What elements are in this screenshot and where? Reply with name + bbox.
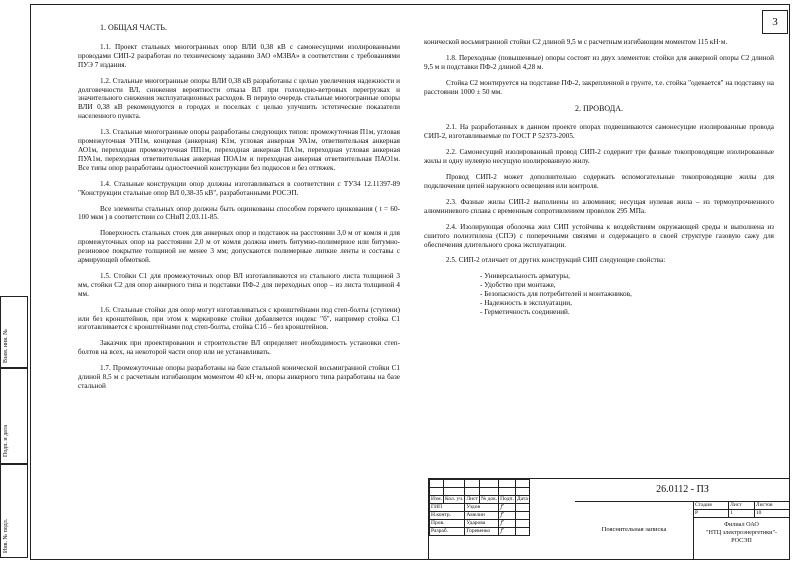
paragraph: 2.3. Фазные жилы СИП-2 выполнены из алюминия; несущая нулевая жила – из термоупрочненного алюминиевого сплава с временным сопротивлением проволок 295 МПа. bbox=[424, 197, 774, 215]
role-cell: ГИП bbox=[430, 504, 465, 512]
paragraph: Провод СИП-2 может дополнительно содержать вспомогательные токопроводящие жилы для подключения цепей наружного освещения или контроля. bbox=[424, 173, 774, 190]
document-code: 26.0112 - ПЗ bbox=[575, 479, 790, 502]
paragraph: 1.3. Стальные многогранные опоры разработаны следующих типов: промежуточная П1м, угловая промежуточная УП1м, концевая (анкерная) К1м, угловая анкерная УА1м, ответвительная анкерная АО1м, переходная промежуточная ПП1м, переходная анкерная ПА1м, переходная угловая анкерная ПУА1м, переходная ответвительная анкерная ПОА1м и переходная анкерная ответвительная ПАО1м. Все типы опор разработаны одностоечной конструкции без подкосов и без оттяжек. bbox=[78, 128, 400, 172]
list-item: - Надежность в эксплуатации, bbox=[480, 299, 572, 308]
list-item: - Безопасность для потребителей и монтажников, bbox=[480, 290, 632, 299]
paragraph: Поверхность стальных стоек для анкерных опор и подставок на расстоянии 3,0 м от комля и для промежуточных опор на расстоянии 2,0 м от комля должна иметь битумно-полимерное или битумно-резиновое покрытие толщиной не менее 3 мм; допускаются полимерные липкие ленты и составы с армирующей обмоткой. bbox=[78, 229, 400, 265]
left-column bbox=[78, 24, 400, 398]
paragraph: 2.4. Изолирующая оболочка жил СИП устойчива к воздействиям окружающей среды и выполнена из сшитого полиэтилена (СПЭ) с поперечными связями и содержащего в своей структуре газовую сажу для обеспечения длительного срока эксплуатации. bbox=[424, 222, 774, 249]
paragraph: 1.7. Промежуточные опоры разработаны на базе стальной конической восьмигранной стойки С1 длиной 8,5 м с расчетным изгибающим моментом 40 кН·м, опоры анкерного типа разработаны на базе стальной bbox=[78, 364, 400, 390]
original-inventory-label: Инв. № подл. bbox=[3, 518, 9, 553]
stage-block bbox=[693, 501, 790, 518]
org-line: "НТЦ электроэнергетики"- bbox=[705, 529, 778, 536]
paragraph: Заказчик при проектировании и строительстве ВЛ определяет необходимость установки степ-болтов на всех, на некоторой части опор или не устанавливать. bbox=[78, 339, 400, 357]
strip-cell bbox=[0, 296, 28, 368]
section-heading-general: 1. ОБЩАЯ ЧАСТЬ. bbox=[100, 23, 167, 32]
paragraph: 2.2. Самонесущий изолированный провод СИП-2 содержит три фазные токопроводящие изолированные жилы и одну нулевую несущую изолированную жилу. bbox=[424, 148, 774, 166]
name-cell: Горевенко bbox=[465, 528, 499, 536]
signature: ꝭ bbox=[499, 512, 516, 520]
paragraph: 2.1. На разработанных в данном проекте опорах подвешиваются самонесущие изолированные провода СИП-2, изготавливаемые по ГОСТ Р 52373-2005. bbox=[424, 123, 774, 141]
paragraph: Все элементы стальных опор должны быть оцинкованы способом горячего цинкования ( t = 60-100 мкм ) в соответствии со СНиП 2.03.11-85. bbox=[78, 204, 400, 222]
list-item: - Герметичность соединений. bbox=[480, 307, 570, 316]
paragraph: 1.8. Переходные (повышенные) опоры состоят из двух элементов: стойки для анкерной опоры С2 длиной 9,5 м и подставки ПФ-2 длиной 4,28 м. bbox=[424, 53, 774, 71]
col-header: Дата bbox=[516, 496, 528, 502]
col-header: Подп. bbox=[500, 496, 514, 502]
list-item: - Удобство при монтаже, bbox=[480, 281, 556, 290]
col-header: Изм. bbox=[431, 496, 442, 502]
section-heading-wires: 2. ПРОВОДА. bbox=[574, 103, 624, 113]
col-header: Лист bbox=[466, 496, 478, 502]
stage-value: 10 bbox=[754, 510, 789, 518]
stage-header: Лист bbox=[729, 502, 755, 510]
paragraph: 1.5. Стойки С1 для промежуточных опор ВЛ изготавливаются из стального листа толщиной 3 мм, стойки С2 для опор анкерного типа и подставки ПФ-2 для переходных опор – из листа толщиной 4 мм. bbox=[78, 271, 400, 298]
org-line: РОСЭП bbox=[731, 537, 752, 544]
stage-header: Листов bbox=[754, 502, 789, 510]
strip-cell bbox=[0, 368, 28, 464]
col-header: № док. bbox=[480, 496, 498, 502]
name-cell: Ударова bbox=[465, 520, 499, 528]
name-cell: Уздов bbox=[465, 504, 499, 512]
signature: ꝭ bbox=[499, 528, 516, 536]
document-name: Пояснительная записка bbox=[575, 501, 694, 559]
paragraph: 1.1. Проект стальных многогранных опор ВЛИ 0,38 кВ с самонесущими изолированными проводами СИП-2 разработан по техническому заданию ЗАО «МЗВА» в соответствии с требованиями ПУЭ 7 издания. bbox=[78, 42, 400, 69]
stage-value: Р bbox=[694, 510, 729, 518]
right-column bbox=[424, 38, 774, 317]
paragraph: 2.5. СИП-2 отличает от других конструкций СИП следующие свойства: bbox=[446, 256, 666, 265]
role-cell: Пров. bbox=[430, 520, 465, 528]
signature: ꝭ bbox=[499, 520, 516, 528]
sheet-number: 3 bbox=[762, 10, 788, 34]
paragraph: 1.2. Стальные многогранные опоры ВЛИ 0,38 кВ разработаны с целью увеличения надежности и долговечности ВЛ, снижения вероятности отказа ВЛ при гололедно-ветровых перегрузках и значительного снижения эксплуатационных расходов. В первую очередь стальные многогранные опоры ВЛИ 0,38 кВ рекомендуются в городах и поселках с целью улучшить эстетические показатели населенного пункта. bbox=[78, 76, 400, 121]
col-header: Кол. уч. bbox=[444, 496, 464, 502]
role-cell: Разраб. bbox=[430, 528, 465, 536]
paragraph: конической восьмигранной стойки С2 длиной 9,5 м с расчетным изгибающим моментом 115 кН·м. bbox=[424, 38, 728, 46]
stage-header: Стадия bbox=[694, 502, 729, 510]
paragraph: 1.6. Стальные стойки для опор могут изготавливаться с кронштейнами под степ-болты (ступени) или без кронштейнов, при этом к маркировке стойки добавляется индекс "б", например стойка С1 изготавливается с кронштейнами под степ-болты, стойка С1б – без кронштейнов. bbox=[78, 305, 400, 332]
list-item: - Универсальность арматуры, bbox=[480, 272, 570, 281]
properties-list bbox=[480, 272, 774, 317]
stage-table bbox=[693, 501, 790, 518]
paragraph: 1.4. Стальные конструкции опор должны изготавливаться в соответствии с ТУ34 12.11397-89 "Конструкции стальные опор ВЛ 0,38-35 кВ", разработанными РОСЭП. bbox=[78, 179, 400, 197]
title-block bbox=[428, 478, 789, 559]
stage-value: 1 bbox=[729, 510, 755, 518]
strip-cell bbox=[0, 464, 28, 558]
organization bbox=[693, 521, 790, 545]
role-cell: Н.контр. bbox=[430, 512, 465, 520]
signature-date-label: Подп. и дата bbox=[3, 424, 9, 457]
signature: ꝭ bbox=[499, 504, 516, 512]
org-line: Филиал ОАО bbox=[724, 521, 759, 528]
left-strip bbox=[0, 296, 30, 558]
revision-table bbox=[429, 479, 530, 536]
name-cell: Амелин bbox=[465, 512, 499, 520]
replaced-inventory-label: Взам. инв. № bbox=[3, 329, 9, 363]
paragraph: Стойка С2 монтируется на подставке ПФ-2, закрепленной в грунте, т.е. стойка "одевается" на подставку на расстоянии 1000 ± 50 мм. bbox=[424, 78, 774, 96]
